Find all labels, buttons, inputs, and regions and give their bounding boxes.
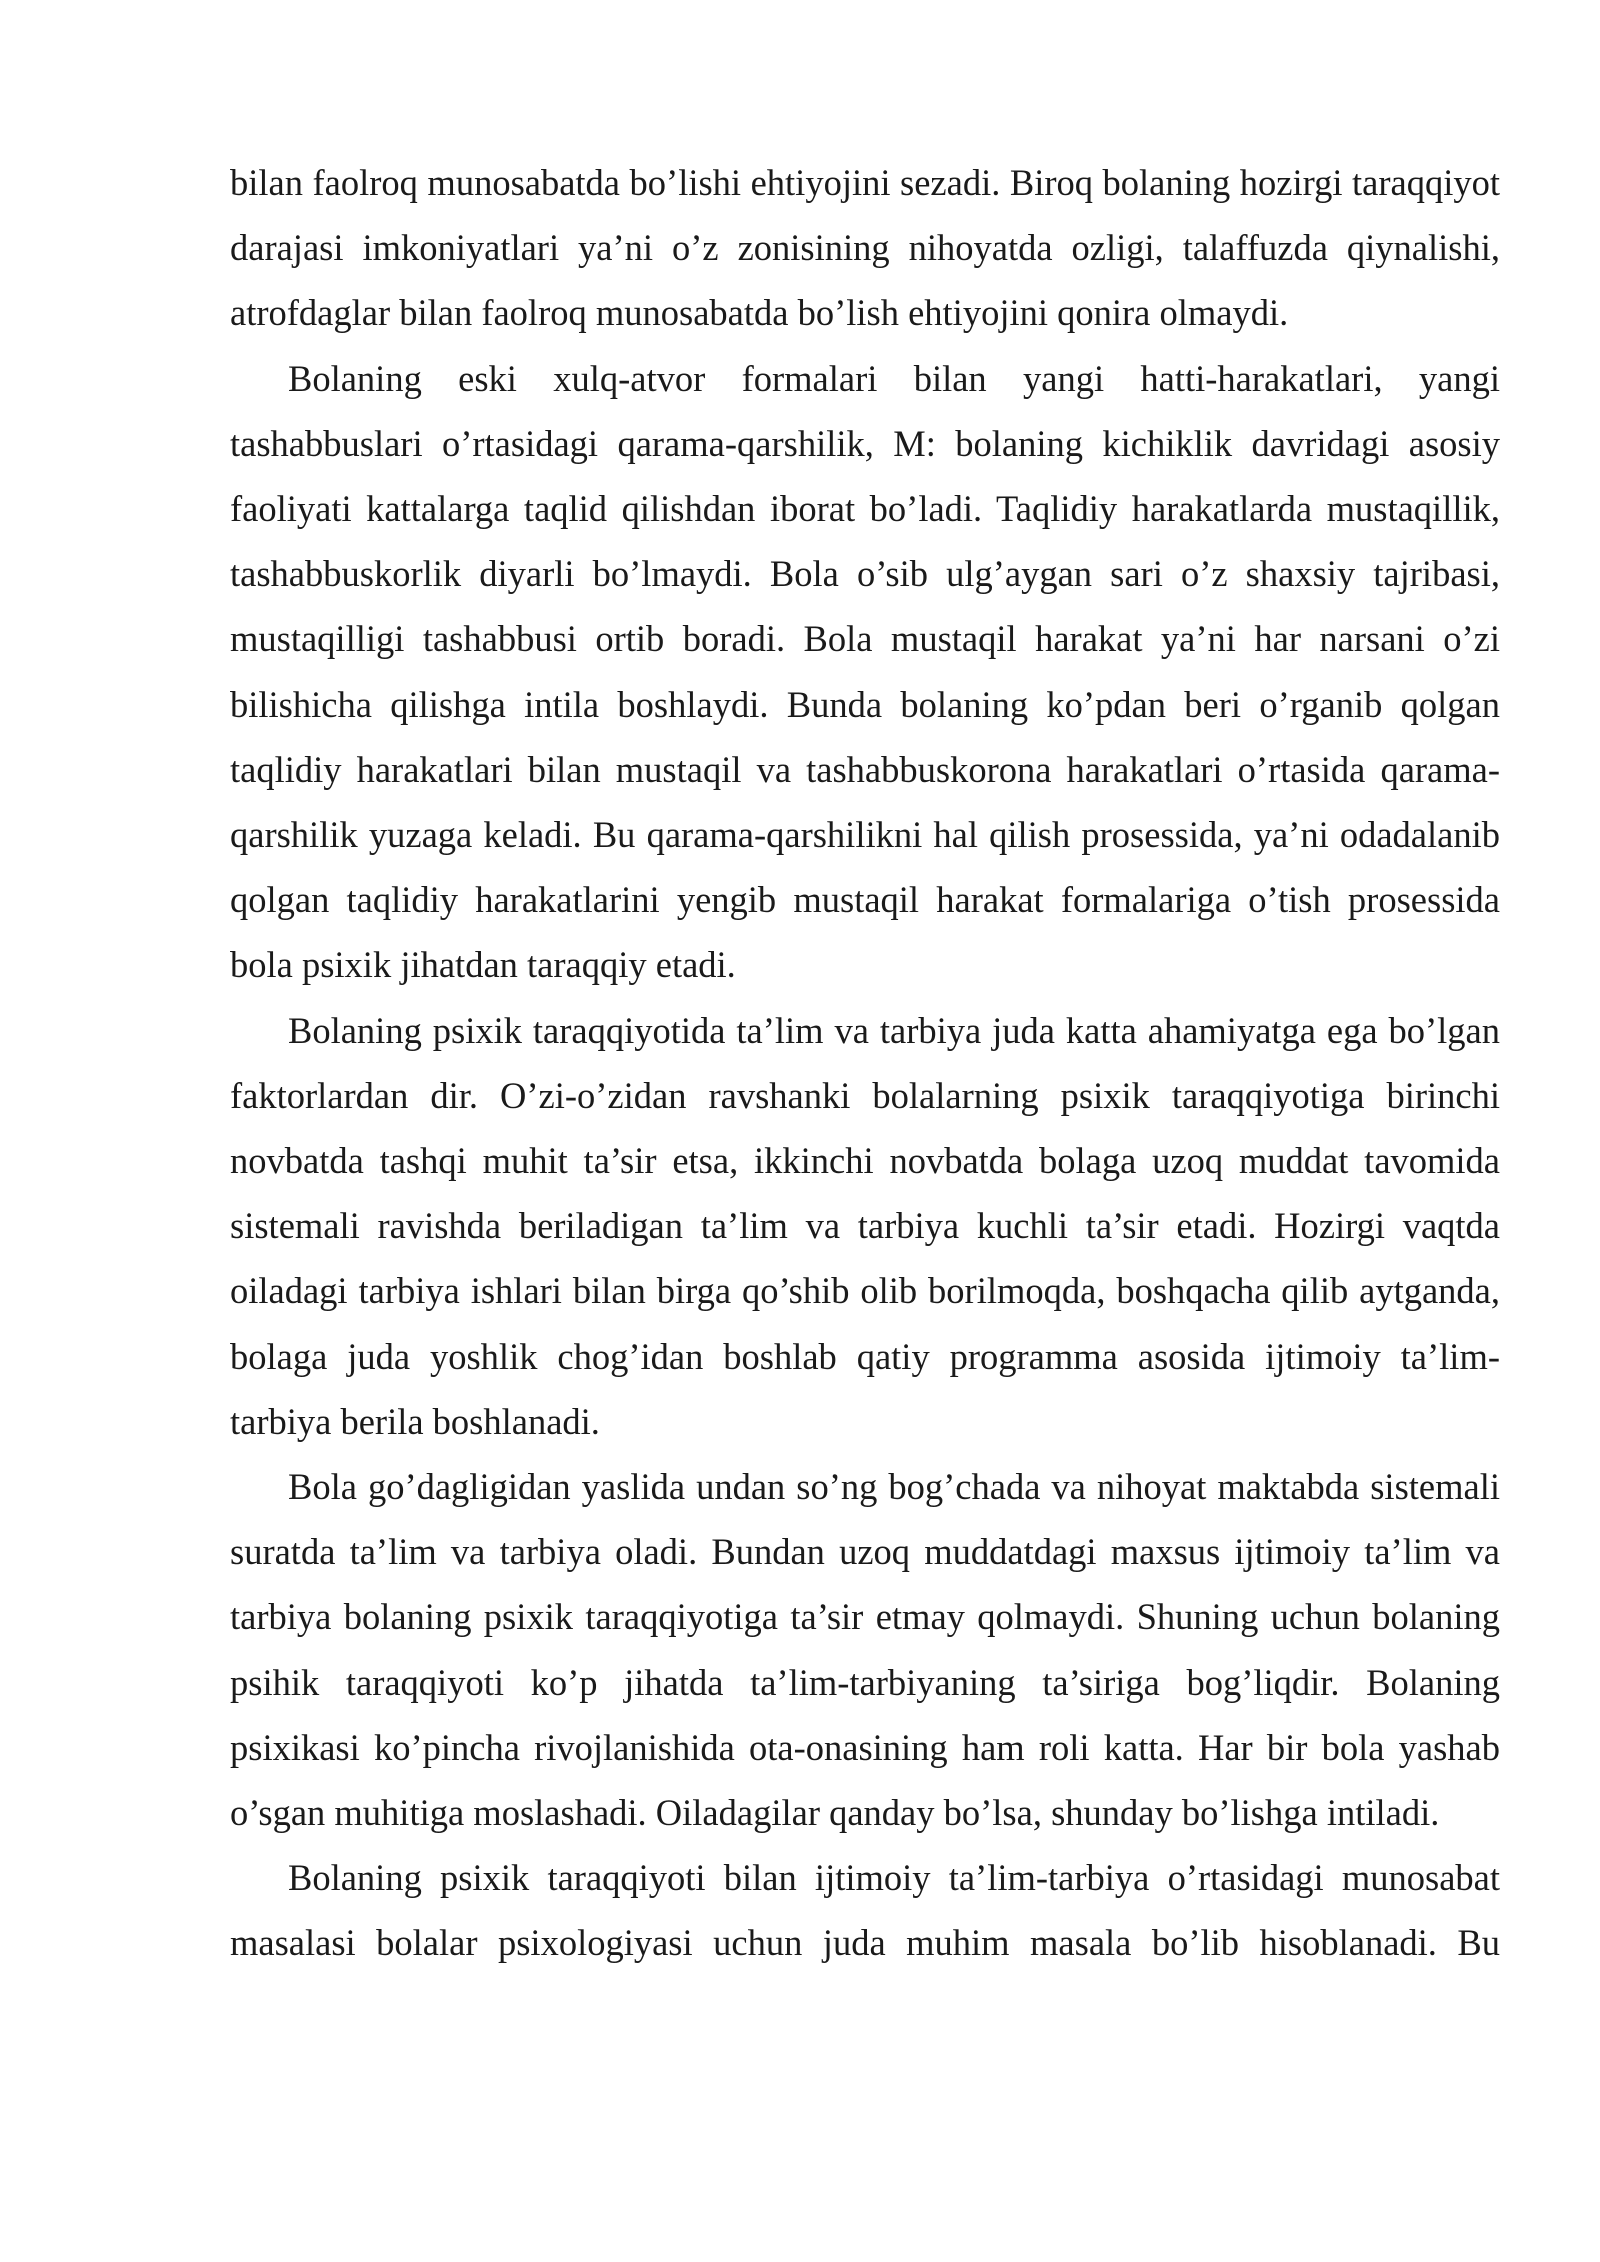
- paragraph-4: Bola go’dagligidan yaslida undan so’ng bog’chada va nihoyat maktabda sistemali suratda ta’lim va tarbiya oladi. Bundan uzoq muddatdagi maxsus ijtimoiy ta’lim va tarbiya bolaning psixik taraqqiyotiga ta’sir etmay qolmaydi. Shuning uchun bolaning psihik taraqqiyoti ko’p jihatda ta’lim-tarbiyaning ta’siriga bog’liqdir. Bolaning psixikasi ko’pincha rivojlanishida ota-onasining ham roli katta. Har bir bola yashab o’sgan muhitiga moslashadi. Oiladagilar qanday bo’lsa, shunday bo’lishga intiladi.: [230, 1466, 1500, 1834]
- paragraph-2: Bolaning eski xulq-atvor formalari bilan yangi hatti-harakatlari, yangi tashabbuslari o’rtasidagi qarama-qarshilik, M: bolaning kichiklik davridagi asosiy faoliyati kattalarga taqlid qilishdan iborat bo’ladi. Taqlidiy harakatlarda mustaqillik, tashabbuskorlik diyarli bo’lmaydi. Bola o’sib ulg’aygan sari o’z shaxsiy tajribasi, mustaqilligi tashabbusi ortib boradi. Bola mustaqil harakat ya’ni har narsani o’zi bilishicha qilishga intila boshlaydi. Bunda bolaning ko’pdan beri o’rganib qolgan taqlidiy harakatlari bilan mustaqil va tashabbuskorona harakatlari o’rtasida qarama-qarshilik yuzaga keladi. Bu qarama-qarshilikni hal qilish prosessida, ya’ni odadalanib qolgan taqlidiy harakatlarini yengib mustaqil harakat formalariga o’tish prosessida bola psixik jihatdan taraqqiy etadi.: [230, 357, 1500, 986]
- paragraph-5: Bolaning psixik taraqqiyoti bilan ijtimoiy ta’lim-tarbiya o’rtasidagi munosabat masalasi bolalar psixologiyasi uchun juda muhim masala bo’lib hisoblanadi. Bu: [230, 1857, 1500, 1964]
- document-page: [230, 150, 1500, 1976]
- paragraph-1: bilan faolroq munosabatda bo’lishi ehtiyojini sezadi. Biroq bolaning hozirgi taraqqiyot darajasi imkoniyatlari ya’ni o’z zonisining nihoyatda ozligi, talaffuzda qiynalishi, atrofdaglar bilan faolroq munosabatda bo’lish ehtiyojini qonira olmaydi.: [230, 162, 1500, 334]
- paragraph-3: Bolaning psixik taraqqiyotida ta’lim va tarbiya juda katta ahamiyatga ega bo’lgan faktorlardan dir. O’zi-o’zidan ravshanki bolalarning psixik taraqqiyotiga birinchi novbatda tashqi muhit ta’sir etsa, ikkinchi novbatda bolaga uzoq muddat tavomida sistemali ravishda beriladigan ta’lim va tarbiya kuchli ta’sir etadi. Hozirgi vaqtda oiladagi tarbiya ishlari bilan birga qo’shib olib borilmoqda, boshqacha qilib aytganda, bolaga juda yoshlik chog’idan boshlab qatiy programma asosida ijtimoiy ta’lim-tarbiya berila boshlanadi.: [230, 1009, 1500, 1442]
